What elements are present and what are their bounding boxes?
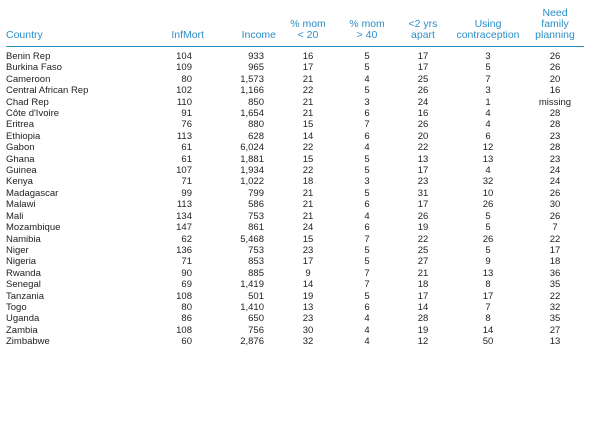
- cell-infmort: 147: [176, 222, 192, 234]
- cell-births-apart: 19: [417, 222, 429, 234]
- cell-need-family-planning: 16: [549, 85, 561, 97]
- cell-infmort: 136: [176, 244, 192, 256]
- cell-mom-over-40: 7: [364, 119, 370, 131]
- cell-country: Togo: [6, 301, 27, 313]
- table-body: [6, 47, 584, 348]
- cell-need-family-planning: 32: [549, 301, 561, 313]
- cell-mom-under-20: 23: [302, 313, 314, 325]
- cell-births-apart: 31: [417, 187, 429, 199]
- cell-using-contraception: 13: [482, 267, 494, 279]
- cell-mom-under-20: 23: [302, 244, 314, 256]
- cell-mom-over-40: 5: [364, 187, 370, 199]
- cell-income: 853: [248, 256, 264, 268]
- cell-using-contraception: 5: [485, 222, 491, 234]
- cell-mom-under-20: 15: [302, 233, 314, 245]
- cell-infmort: 71: [181, 176, 192, 188]
- cell-mom-under-20: 32: [302, 336, 314, 348]
- table-row: [6, 165, 584, 176]
- cell-need-family-planning: 28: [549, 119, 561, 131]
- table-row: [6, 176, 584, 187]
- cell-mom-under-20: 9: [305, 267, 311, 279]
- cell-mom-over-40: 6: [364, 301, 370, 313]
- cell-country: Madagascar: [6, 187, 59, 199]
- cell-infmort: 110: [176, 96, 192, 108]
- cell-births-apart: 17: [417, 290, 429, 302]
- cell-need-family-planning: 36: [549, 267, 561, 279]
- cell-mom-under-20: 21: [302, 108, 314, 120]
- cell-using-contraception: 50: [482, 336, 494, 348]
- cell-infmort: 108: [176, 324, 192, 336]
- cell-births-apart: 17: [417, 62, 429, 74]
- cell-infmort: 62: [181, 233, 192, 245]
- cell-income: 628: [248, 130, 264, 142]
- cell-mom-under-20: 17: [302, 256, 314, 268]
- cell-births-apart: 14: [417, 301, 429, 313]
- cell-mom-over-40: 7: [364, 267, 370, 279]
- cell-need-family-planning: 24: [549, 165, 561, 177]
- cell-infmort: 91: [181, 108, 192, 120]
- cell-infmort: 71: [181, 256, 192, 268]
- cell-country: Kenya: [6, 176, 33, 188]
- cell-income: 756: [248, 324, 264, 336]
- header-births-apart: <2 yrs apart: [408, 18, 438, 41]
- cell-mom-under-20: 21: [302, 73, 314, 85]
- cell-income: 753: [248, 244, 264, 256]
- cell-mom-over-40: 5: [364, 62, 370, 74]
- cell-income: 965: [248, 62, 264, 74]
- cell-using-contraception: 9: [485, 256, 491, 268]
- cell-country: Zambia: [6, 324, 38, 336]
- cell-country: Uganda: [6, 313, 40, 325]
- cell-country: Cameroon: [6, 73, 51, 85]
- table-row: [6, 119, 584, 130]
- cell-country: Senegal: [6, 279, 41, 291]
- cell-using-contraception: 26: [482, 199, 494, 211]
- cell-income: 1,654: [240, 108, 264, 120]
- cell-need-family-planning: 28: [549, 108, 561, 120]
- cell-mom-under-20: 17: [302, 62, 314, 74]
- header-mom-over-40: % mom > 40: [349, 18, 385, 41]
- cell-using-contraception: 5: [485, 210, 491, 222]
- cell-country: Benin Rep: [6, 51, 51, 62]
- table-row: [6, 85, 584, 96]
- cell-births-apart: 23: [417, 176, 429, 188]
- cell-using-contraception: 13: [482, 153, 494, 165]
- table-row: [6, 268, 584, 279]
- data-table: [6, 8, 584, 348]
- cell-country: Gabon: [6, 142, 35, 154]
- cell-births-apart: 13: [417, 153, 429, 165]
- cell-mom-under-20: 14: [302, 279, 314, 291]
- cell-mom-over-40: 5: [364, 153, 370, 165]
- cell-infmort: 102: [176, 85, 192, 97]
- cell-income: 1,410: [240, 301, 264, 313]
- table-row: [6, 222, 584, 233]
- table-row: [6, 74, 584, 85]
- table-header: [6, 8, 584, 47]
- cell-infmort: 99: [181, 187, 192, 199]
- cell-infmort: 61: [181, 142, 192, 154]
- cell-infmort: 69: [181, 279, 192, 291]
- cell-births-apart: 19: [417, 324, 429, 336]
- cell-using-contraception: 10: [482, 187, 494, 199]
- cell-country: Guinea: [6, 165, 37, 177]
- cell-births-apart: 25: [417, 73, 429, 85]
- cell-country: Tanzania: [6, 290, 45, 302]
- cell-income: 885: [248, 267, 264, 279]
- cell-infmort: 76: [181, 119, 192, 131]
- cell-income: 933: [248, 51, 264, 62]
- cell-mom-over-40: 4: [364, 336, 370, 348]
- cell-births-apart: 25: [417, 244, 429, 256]
- cell-country: Ethiopia: [6, 130, 41, 142]
- table-row: [6, 47, 584, 63]
- cell-mom-under-20: 15: [302, 153, 314, 165]
- cell-infmort: 109: [176, 62, 192, 74]
- table-row: [6, 302, 584, 313]
- cell-mom-under-20: 22: [302, 165, 314, 177]
- header-mom-under-20: % mom < 20: [290, 18, 326, 41]
- cell-income: 880: [248, 119, 264, 131]
- cell-mom-over-40: 4: [364, 210, 370, 222]
- cell-need-family-planning: missing: [538, 96, 572, 108]
- cell-mom-over-40: 5: [364, 51, 370, 62]
- cell-country: Côte d'Ivoire: [6, 108, 60, 120]
- cell-country: Malawi: [6, 199, 36, 211]
- cell-using-contraception: 4: [485, 108, 491, 120]
- cell-using-contraception: 8: [485, 279, 491, 291]
- header-using-contraception: Using contraception: [456, 18, 520, 41]
- table-row: [6, 336, 584, 347]
- cell-need-family-planning: 26: [549, 187, 561, 199]
- cell-using-contraception: 5: [485, 62, 491, 74]
- table-row: [6, 211, 584, 222]
- cell-country: Central African Rep: [6, 85, 89, 97]
- cell-using-contraception: 5: [485, 244, 491, 256]
- table-row: [6, 325, 584, 336]
- cell-country: Rwanda: [6, 267, 41, 279]
- cell-infmort: 80: [181, 73, 192, 85]
- cell-need-family-planning: 26: [549, 210, 561, 222]
- cell-mom-over-40: 6: [364, 130, 370, 142]
- cell-mom-over-40: 5: [364, 256, 370, 268]
- cell-mom-over-40: 5: [364, 165, 370, 177]
- cell-need-family-planning: 26: [549, 62, 561, 74]
- cell-mom-over-40: 4: [364, 73, 370, 85]
- cell-mom-over-40: 7: [364, 279, 370, 291]
- cell-mom-under-20: 22: [302, 142, 314, 154]
- cell-income: 799: [248, 187, 264, 199]
- cell-mom-over-40: 3: [364, 96, 370, 108]
- cell-mom-under-20: 21: [302, 187, 314, 199]
- cell-infmort: 104: [176, 51, 192, 62]
- header-income: Income: [241, 29, 276, 41]
- cell-births-apart: 26: [417, 85, 429, 97]
- cell-using-contraception: 6: [485, 130, 491, 142]
- cell-using-contraception: 4: [485, 165, 491, 177]
- cell-using-contraception: 3: [485, 85, 491, 97]
- cell-income: 586: [248, 199, 264, 211]
- header-need-family-planning: Need family planning: [535, 7, 575, 41]
- cell-need-family-planning: 13: [549, 336, 561, 348]
- cell-need-family-planning: 7: [552, 222, 558, 234]
- cell-mom-over-40: 5: [364, 85, 370, 97]
- table-row: [6, 199, 584, 210]
- cell-country: Niger: [6, 244, 29, 256]
- cell-mom-under-20: 19: [302, 290, 314, 302]
- cell-using-contraception: 32: [482, 176, 494, 188]
- cell-births-apart: 24: [417, 96, 429, 108]
- cell-mom-under-20: 22: [302, 85, 314, 97]
- cell-need-family-planning: 35: [549, 313, 561, 325]
- cell-births-apart: 22: [417, 142, 429, 154]
- cell-need-family-planning: 20: [549, 73, 561, 85]
- cell-income: 1,881: [240, 153, 264, 165]
- cell-country: Mozambique: [6, 222, 61, 234]
- cell-births-apart: 20: [417, 130, 429, 142]
- cell-births-apart: 17: [417, 165, 429, 177]
- table-row: [6, 279, 584, 290]
- cell-mom-over-40: 4: [364, 324, 370, 336]
- cell-income: 650: [248, 313, 264, 325]
- cell-mom-under-20: 13: [302, 301, 314, 313]
- cell-infmort: 107: [176, 165, 192, 177]
- cell-using-contraception: 7: [485, 301, 491, 313]
- table-row: [6, 62, 584, 73]
- header-row: [6, 8, 584, 47]
- cell-need-family-planning: 35: [549, 279, 561, 291]
- cell-country: Ghana: [6, 153, 35, 165]
- cell-income: 753: [248, 210, 264, 222]
- cell-infmort: 113: [176, 199, 192, 211]
- cell-infmort: 86: [181, 313, 192, 325]
- table-row: [6, 234, 584, 245]
- cell-mom-over-40: 3: [364, 176, 370, 188]
- cell-mom-over-40: 6: [364, 108, 370, 120]
- table-row: [6, 188, 584, 199]
- cell-country: Namibia: [6, 233, 41, 245]
- cell-need-family-planning: 30: [549, 199, 561, 211]
- cell-mom-under-20: 21: [302, 210, 314, 222]
- cell-need-family-planning: 28: [549, 142, 561, 154]
- cell-need-family-planning: 22: [549, 233, 561, 245]
- cell-mom-under-20: 16: [302, 51, 314, 62]
- cell-using-contraception: 4: [485, 119, 491, 131]
- table-row: [6, 154, 584, 165]
- cell-births-apart: 28: [417, 313, 429, 325]
- cell-births-apart: 17: [417, 51, 429, 62]
- cell-infmort: 113: [176, 130, 192, 142]
- cell-need-family-planning: 23: [549, 130, 561, 142]
- cell-infmort: 108: [176, 290, 192, 302]
- cell-income: 1,573: [240, 73, 264, 85]
- cell-using-contraception: 14: [482, 324, 494, 336]
- cell-mom-under-20: 21: [302, 96, 314, 108]
- cell-income: 1,934: [240, 165, 264, 177]
- table-row: [6, 97, 584, 108]
- cell-country: Chad Rep: [6, 96, 49, 108]
- cell-income: 850: [248, 96, 264, 108]
- cell-infmort: 134: [176, 210, 192, 222]
- cell-need-family-planning: 24: [549, 176, 561, 188]
- table-row: [6, 256, 584, 267]
- cell-infmort: 61: [181, 153, 192, 165]
- cell-income: 1,166: [240, 85, 264, 97]
- cell-mom-over-40: 7: [364, 233, 370, 245]
- cell-income: 861: [248, 222, 264, 234]
- cell-need-family-planning: 23: [549, 153, 561, 165]
- cell-country: Eritrea: [6, 119, 34, 131]
- cell-country: Burkina Faso: [6, 62, 62, 74]
- cell-mom-over-40: 5: [364, 244, 370, 256]
- cell-using-contraception: 17: [482, 290, 494, 302]
- cell-births-apart: 26: [417, 210, 429, 222]
- cell-using-contraception: 12: [482, 142, 494, 154]
- cell-country: Nigeria: [6, 256, 37, 268]
- cell-mom-over-40: 6: [364, 199, 370, 211]
- cell-using-contraception: 3: [485, 51, 491, 62]
- cell-need-family-planning: 17: [549, 244, 561, 256]
- cell-income: 5,468: [240, 233, 264, 245]
- cell-need-family-planning: 26: [549, 51, 561, 62]
- header-country: Country: [6, 29, 43, 41]
- cell-need-family-planning: 22: [549, 290, 561, 302]
- cell-births-apart: 22: [417, 233, 429, 245]
- cell-income: 6,024: [240, 142, 264, 154]
- table-row: [6, 142, 584, 153]
- cell-need-family-planning: 18: [549, 256, 561, 268]
- cell-births-apart: 26: [417, 119, 429, 131]
- cell-births-apart: 17: [417, 199, 429, 211]
- cell-mom-under-20: 24: [302, 222, 314, 234]
- cell-mom-under-20: 18: [302, 176, 314, 188]
- cell-births-apart: 16: [417, 108, 429, 120]
- cell-infmort: 60: [181, 336, 192, 348]
- table-row: [6, 245, 584, 256]
- cell-mom-over-40: 6: [364, 222, 370, 234]
- cell-income: 501: [248, 290, 264, 302]
- cell-mom-under-20: 21: [302, 199, 314, 211]
- cell-births-apart: 18: [417, 279, 429, 291]
- cell-births-apart: 27: [417, 256, 429, 268]
- table-row: [6, 313, 584, 324]
- cell-infmort: 90: [181, 267, 192, 279]
- table-row: [6, 108, 584, 119]
- cell-country: Mali: [6, 210, 24, 222]
- cell-mom-over-40: 4: [364, 313, 370, 325]
- cell-income: 1,419: [240, 279, 264, 291]
- cell-need-family-planning: 27: [549, 324, 561, 336]
- cell-births-apart: 12: [417, 336, 429, 348]
- cell-using-contraception: 8: [485, 313, 491, 325]
- cell-mom-over-40: 4: [364, 142, 370, 154]
- cell-country: Zimbabwe: [6, 336, 50, 348]
- cell-mom-under-20: 15: [302, 119, 314, 131]
- header-infmort: InfMort: [171, 29, 204, 41]
- cell-mom-under-20: 14: [302, 130, 314, 142]
- cell-mom-under-20: 30: [302, 324, 314, 336]
- cell-using-contraception: 26: [482, 233, 494, 245]
- cell-income: 1,022: [240, 176, 264, 188]
- table-row: [6, 131, 584, 142]
- cell-mom-over-40: 5: [364, 290, 370, 302]
- table-row: [6, 291, 584, 302]
- cell-using-contraception: 7: [485, 73, 491, 85]
- cell-using-contraception: 1: [485, 96, 491, 108]
- cell-income: 2,876: [240, 336, 264, 348]
- cell-births-apart: 21: [417, 267, 429, 279]
- cell-infmort: 80: [181, 301, 192, 313]
